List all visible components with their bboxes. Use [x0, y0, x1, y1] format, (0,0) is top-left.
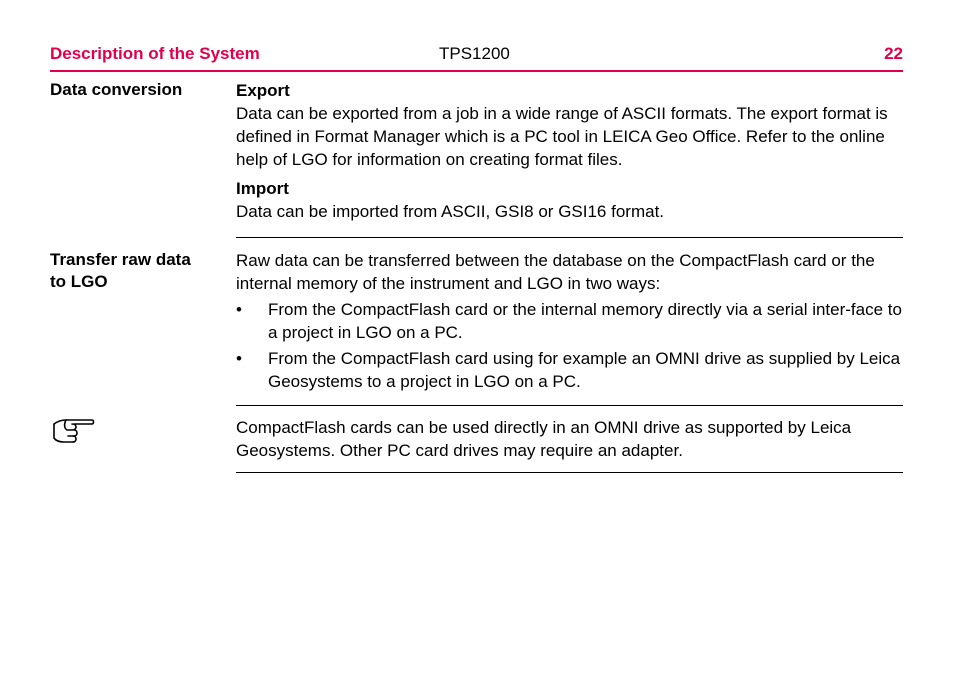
section-divider [236, 405, 903, 406]
transfer-bullet-list [236, 298, 903, 393]
page-header [50, 44, 903, 66]
side-label-line2: to LGO [50, 272, 108, 291]
section-divider [236, 237, 903, 238]
bullet-symbol: • [236, 349, 242, 368]
list-item [236, 298, 903, 344]
side-label-data-conversion [50, 79, 220, 101]
import-text: Data can be imported from ASCII, GSI8 or GSI16 format. [236, 202, 665, 221]
note-divider [236, 472, 903, 473]
page-number: 22 [884, 44, 903, 63]
export-text: Data can be exported from a job in a wide range of ASCII formats. The export format is defined in Format Manager which is a PC tool in LEICA Geo Office. Refer to the online help of LGO for information on creating format files. [236, 104, 888, 169]
bullet-text: From the CompactFlash card or the internal memory directly via a serial inter-face to a project in LGO on a PC. [268, 300, 902, 342]
data-conversion-content [236, 79, 903, 223]
note-content [236, 416, 903, 462]
bullet-symbol: • [236, 300, 242, 319]
list-item [236, 347, 903, 393]
pointing-hand-icon [52, 416, 96, 444]
import-heading: Import [236, 179, 289, 198]
side-label-transfer [50, 249, 220, 293]
product-name: TPS1200 [439, 44, 510, 63]
section-title: Description of the System [50, 44, 260, 63]
note-text: CompactFlash cards can be used directly in an OMNI drive as supported by Leica Geosystems. Other PC card drives may require an adapter. [236, 418, 852, 460]
transfer-intro: Raw data can be transferred between the database on the CompactFlash card or the internal memory of the instrument and LGO in two ways: [236, 251, 875, 293]
header-divider [50, 70, 903, 72]
side-label-line1: Transfer raw data [50, 250, 191, 269]
side-label-text: Data conversion [50, 80, 183, 99]
transfer-content [236, 249, 903, 393]
export-heading: Export [236, 81, 290, 100]
bullet-text: From the CompactFlash card using for example an OMNI drive as supplied by Leica Geosystems to a project in LGO on a PC. [268, 349, 901, 391]
